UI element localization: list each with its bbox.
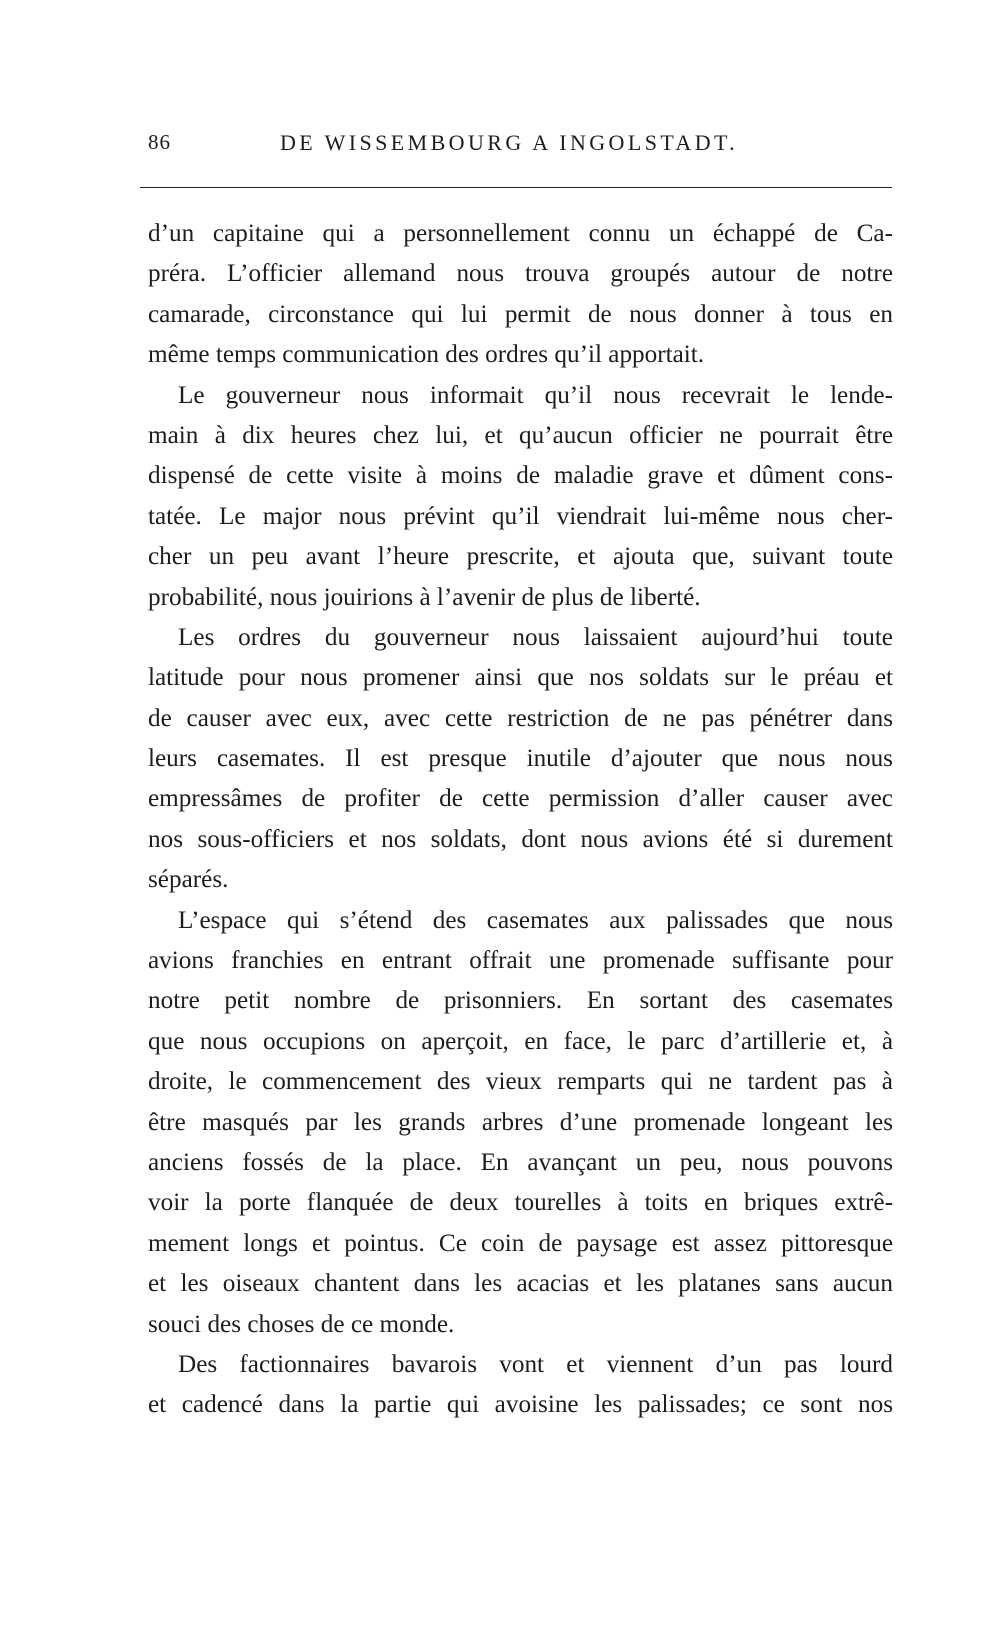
text-line: latitude pour nous promener ainsi que nos soldats sur le préau et (148, 664, 893, 692)
text-line: dispensé de cette visite à moins de maladie grave et dûment cons- (148, 462, 893, 490)
paragraph (148, 1345, 893, 1426)
text-line: Le gouverneur nous informait qu’il nous recevrait le lende- (178, 381, 893, 409)
text-line: et les oiseaux chantent dans les acacias et les platanes sans aucun (148, 1270, 893, 1298)
text-line: même temps communication des ordres qu’il apportait. (148, 341, 705, 369)
header-rule (140, 187, 892, 188)
text-line: tatée. Le major nous prévint qu’il viendrait lui-même nous cher- (148, 502, 893, 530)
text-line: notre petit nombre de prisonniers. En sortant des casemates (148, 987, 893, 1015)
text-line: être masqués par les grands arbres d’une promenade longeant les (148, 1108, 893, 1136)
text-line: et cadencé dans la partie qui avoisine les palissades; ce sont nos (148, 1391, 893, 1419)
running-header (148, 130, 888, 164)
running-title: DE WISSEMBOURG A INGOLSTADT. (280, 130, 739, 155)
text-line: leurs casemates. Il est presque inutile d’ajouter que nous nous (148, 745, 893, 773)
body-text (148, 214, 893, 1426)
text-line: droite, le commencement des vieux remparts qui ne tardent pas à (148, 1068, 893, 1096)
text-line: avions franchies en entrant offrait une promenade suffisante pour (148, 947, 893, 975)
text-line: camarade, circonstance qui lui permit de nous donner à tous en (148, 300, 893, 328)
text-line: cher un peu avant l’heure prescrite, et ajouta que, suivant toute (148, 543, 893, 571)
page-number: 86 (148, 130, 171, 154)
text-line: préra. L’officier allemand nous trouva groupés autour de notre (148, 260, 893, 288)
paragraph (148, 901, 893, 1345)
text-line: souci des choses de ce monde. (148, 1310, 455, 1338)
paragraph (148, 376, 893, 618)
text-line: Les ordres du gouverneur nous laissaient aujourd’hui toute (178, 623, 893, 651)
text-line: main à dix heures chez lui, et qu’aucun officier ne pourrait être (148, 421, 893, 449)
text-line: mement longs et pointus. Ce coin de paysage est assez pittoresque (148, 1229, 893, 1257)
text-line: de causer avec eux, avec cette restriction de ne pas pénétrer dans (148, 704, 893, 732)
text-line: d’un capitaine qui a personnellement connu un échappé de Ca- (148, 220, 893, 247)
text-line: que nous occupions on aperçoit, en face, le parc d’artillerie et, à (148, 1027, 893, 1055)
text-line: voir la porte flanquée de deux tourelles à toits en briques extrê- (148, 1189, 893, 1217)
text-line: anciens fossés de la place. En avançant un peu, nous pouvons (148, 1148, 893, 1176)
paragraph (148, 618, 893, 901)
text-line: empressâmes de profiter de cette permission d’aller causer avec (148, 785, 893, 813)
paragraph (148, 214, 893, 376)
text-line: nos sous-officiers et nos soldats, dont nous avions été si durement (148, 825, 893, 853)
text-line: Des factionnaires bavarois vont et viennent d’un pas lourd (178, 1350, 893, 1378)
text-line: probabilité, nous jouirions à l’avenir de plus de liberté. (148, 583, 701, 611)
text-line: L’espace qui s’étend des casemates aux palissades que nous (178, 906, 893, 934)
text-line: séparés. (148, 866, 229, 894)
